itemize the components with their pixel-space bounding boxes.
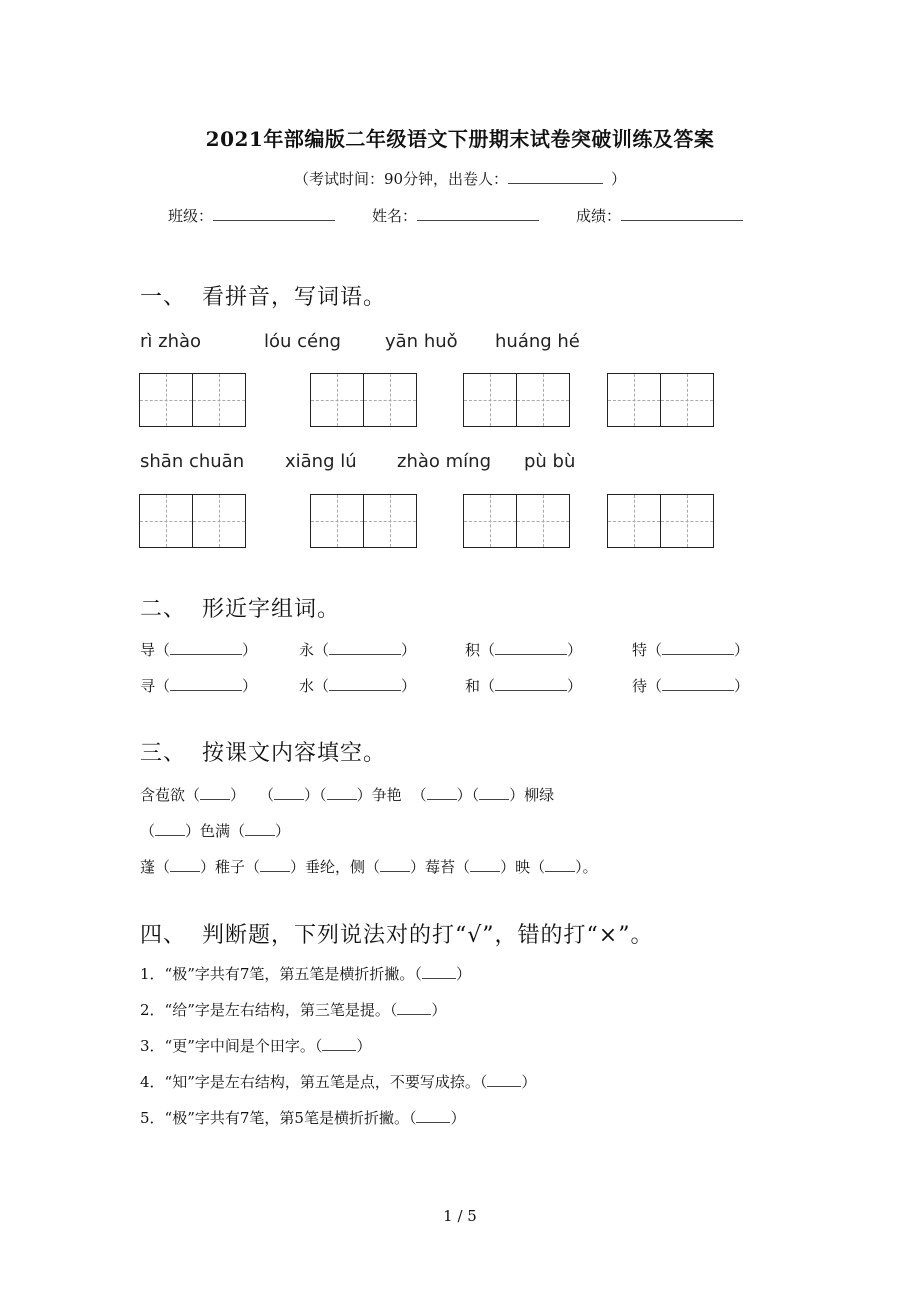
paren-close: ） <box>567 677 583 695</box>
writing-cell[interactable] <box>140 374 192 426</box>
pinyin-zhaoming: zhào míng <box>397 451 491 472</box>
fill-text: （ <box>471 786 480 804</box>
fill-text: （ <box>319 786 327 804</box>
paren-close: ） <box>734 641 750 659</box>
fill-text: ）。 <box>575 858 598 876</box>
name-blank[interactable] <box>417 205 539 221</box>
answer-blank[interactable] <box>322 1036 356 1051</box>
writing-cell[interactable] <box>192 374 245 426</box>
paren-close: ） <box>455 965 471 983</box>
fill-text: 蓬（ <box>140 858 171 876</box>
paren-close: ） <box>734 677 750 695</box>
fill-text: ） <box>456 786 472 804</box>
writing-cell[interactable] <box>608 374 660 426</box>
answer-blank[interactable] <box>495 640 567 655</box>
fill-text: ） <box>275 822 291 840</box>
word-char: 和（ <box>465 677 496 695</box>
fill-text: ）垂纶，侧（ <box>290 858 381 876</box>
writing-box[interactable] <box>607 494 714 548</box>
word-char: 水（ <box>299 677 330 695</box>
fill-text: ）争艳 <box>356 786 402 804</box>
word-item <box>299 675 416 696</box>
word-char: 导（ <box>140 641 171 659</box>
writing-box[interactable] <box>310 494 417 548</box>
fill-line-1 <box>140 784 554 805</box>
writing-cell[interactable] <box>464 495 516 547</box>
paren-close: ） <box>401 677 417 695</box>
fill-text: ）色满（ <box>185 822 246 840</box>
judge-item-4 <box>140 1071 536 1092</box>
writing-cell[interactable] <box>140 495 192 547</box>
pinyin-louceng: lóu céng <box>264 331 341 352</box>
judge-text: 5．“极”字共有7笔，第5笔是横折折撇。（ <box>140 1109 417 1127</box>
section-1-heading <box>140 280 386 311</box>
writing-cell[interactable] <box>192 495 245 547</box>
fill-text: ）稚子（ <box>200 858 261 876</box>
answer-blank[interactable] <box>274 785 304 800</box>
subtitle-close: ） <box>611 170 627 188</box>
section-3-title: 按课文内容填空。 <box>202 741 387 766</box>
exam-subtitle <box>0 168 920 189</box>
fill-text: 含苞欲（ <box>140 786 201 804</box>
answer-blank[interactable] <box>200 785 230 800</box>
word-item <box>299 639 416 660</box>
writing-cell[interactable] <box>516 495 569 547</box>
section-1-title: 看拼音，写词语。 <box>202 285 387 310</box>
answer-blank[interactable] <box>416 1108 450 1123</box>
judge-text: 4．“知”字是左右结构，第五笔是点，不要写成捺。（ <box>140 1073 488 1091</box>
pinyin-xianglu: xiāng lú <box>285 451 357 472</box>
answer-blank[interactable] <box>170 857 200 872</box>
answer-blank[interactable] <box>327 785 357 800</box>
judge-text: 2．“给”字是左右结构，第三笔是提。（ <box>140 1001 398 1019</box>
writing-box[interactable] <box>139 494 246 548</box>
class-blank[interactable] <box>213 205 335 221</box>
writing-box[interactable] <box>463 494 570 548</box>
paren-close: ） <box>401 641 417 659</box>
word-char: 积（ <box>465 641 496 659</box>
word-char: 寻（ <box>140 677 171 695</box>
answer-blank[interactable] <box>662 640 734 655</box>
answer-blank[interactable] <box>427 785 457 800</box>
writing-box[interactable] <box>139 373 246 427</box>
writing-cell[interactable] <box>660 495 713 547</box>
fill-line-3 <box>140 856 598 877</box>
name-field <box>372 205 539 226</box>
word-item <box>140 675 257 696</box>
page-number: 1 / 5 <box>443 1207 477 1225</box>
section-4-number: 四、 <box>140 923 187 948</box>
page-title: 2021年部编版二年级语文下册期末试卷突破训练及答案 <box>205 127 715 151</box>
judge-item-5 <box>140 1107 466 1128</box>
paren-close: ） <box>567 641 583 659</box>
answer-blank[interactable] <box>380 857 410 872</box>
writing-cell[interactable] <box>311 495 363 547</box>
writing-cell[interactable] <box>608 495 660 547</box>
answer-blank[interactable] <box>495 676 567 691</box>
class-field <box>168 205 335 226</box>
section-1-number: 一、 <box>140 285 187 310</box>
writing-cell[interactable] <box>464 374 516 426</box>
paren-close: ） <box>356 1037 372 1055</box>
fill-text: ） <box>304 786 320 804</box>
score-label: 成绩： <box>576 207 622 225</box>
writing-cell[interactable] <box>311 374 363 426</box>
answer-blank[interactable] <box>662 676 734 691</box>
judge-text: 3．“更”字中间是个田字。（ <box>140 1037 323 1055</box>
writing-cell[interactable] <box>363 374 416 426</box>
pinyin-rizhao: rì zhào <box>140 331 202 352</box>
pinyin-huanghe: huáng hé <box>495 331 580 352</box>
writing-cell[interactable] <box>660 374 713 426</box>
paren-close: ） <box>521 1073 537 1091</box>
answer-blank[interactable] <box>487 1072 521 1087</box>
judge-item-1 <box>140 963 471 984</box>
section-2-number: 二、 <box>140 597 187 622</box>
pinyin-yanhuo: yān huǒ <box>385 331 458 352</box>
writing-box[interactable] <box>310 373 417 427</box>
fill-text: （ <box>140 822 156 840</box>
word-char: 待（ <box>632 677 663 695</box>
writing-cell[interactable] <box>516 374 569 426</box>
answer-blank[interactable] <box>260 857 290 872</box>
judge-item-2 <box>140 999 446 1020</box>
section-3-heading <box>140 736 386 767</box>
author-blank[interactable] <box>508 168 603 184</box>
answer-blank[interactable] <box>170 676 242 691</box>
writing-box[interactable] <box>607 373 714 427</box>
answer-blank[interactable] <box>479 785 509 800</box>
word-item <box>465 675 582 696</box>
fill-line-2 <box>140 820 290 841</box>
word-item <box>632 639 749 660</box>
word-char: 特（ <box>632 641 663 659</box>
word-char: 永（ <box>299 641 330 659</box>
word-item <box>632 675 749 696</box>
word-item <box>140 639 257 660</box>
writing-cell[interactable] <box>363 495 416 547</box>
section-3-number: 三、 <box>140 741 187 766</box>
answer-blank[interactable] <box>245 821 275 836</box>
paren-close: ） <box>450 1109 466 1127</box>
fill-text: ）柳绿 <box>509 786 555 804</box>
answer-blank[interactable] <box>170 640 242 655</box>
fill-text: ）映（ <box>500 858 546 876</box>
score-field <box>576 205 743 226</box>
name-label: 姓名： <box>372 207 418 225</box>
answer-blank[interactable] <box>470 857 500 872</box>
answer-blank[interactable] <box>545 857 575 872</box>
answer-blank[interactable] <box>397 1000 431 1015</box>
fill-text: ）莓苔（ <box>410 858 471 876</box>
word-item <box>465 639 582 660</box>
fill-text: （ <box>259 786 275 804</box>
section-4-title: 判断题，下列说法对的打“√”，错的打“×”。 <box>202 923 654 948</box>
paren-close: ） <box>242 641 258 659</box>
judge-text: 1．“极”字共有7笔，第五笔是横折折撇。（ <box>140 965 422 983</box>
writing-box[interactable] <box>463 373 570 427</box>
judge-item-3 <box>140 1035 371 1056</box>
answer-blank[interactable] <box>155 821 185 836</box>
fill-text: ） <box>230 786 246 804</box>
section-4-heading <box>140 918 653 949</box>
answer-blank[interactable] <box>329 640 401 655</box>
pinyin-pubu: pù bù <box>524 451 576 472</box>
fill-text: （ <box>411 786 427 804</box>
answer-blank[interactable] <box>422 964 456 979</box>
score-blank[interactable] <box>621 205 743 221</box>
subtitle-text: （考试时间：90分钟，出卷人： <box>293 170 509 188</box>
class-label: 班级： <box>168 207 214 225</box>
paren-close: ） <box>242 677 258 695</box>
section-2-title: 形近字组词。 <box>202 597 341 622</box>
paren-close: ） <box>431 1001 447 1019</box>
section-2-heading <box>140 592 340 623</box>
answer-blank[interactable] <box>329 676 401 691</box>
pinyin-shanchuan: shān chuān <box>140 451 245 472</box>
